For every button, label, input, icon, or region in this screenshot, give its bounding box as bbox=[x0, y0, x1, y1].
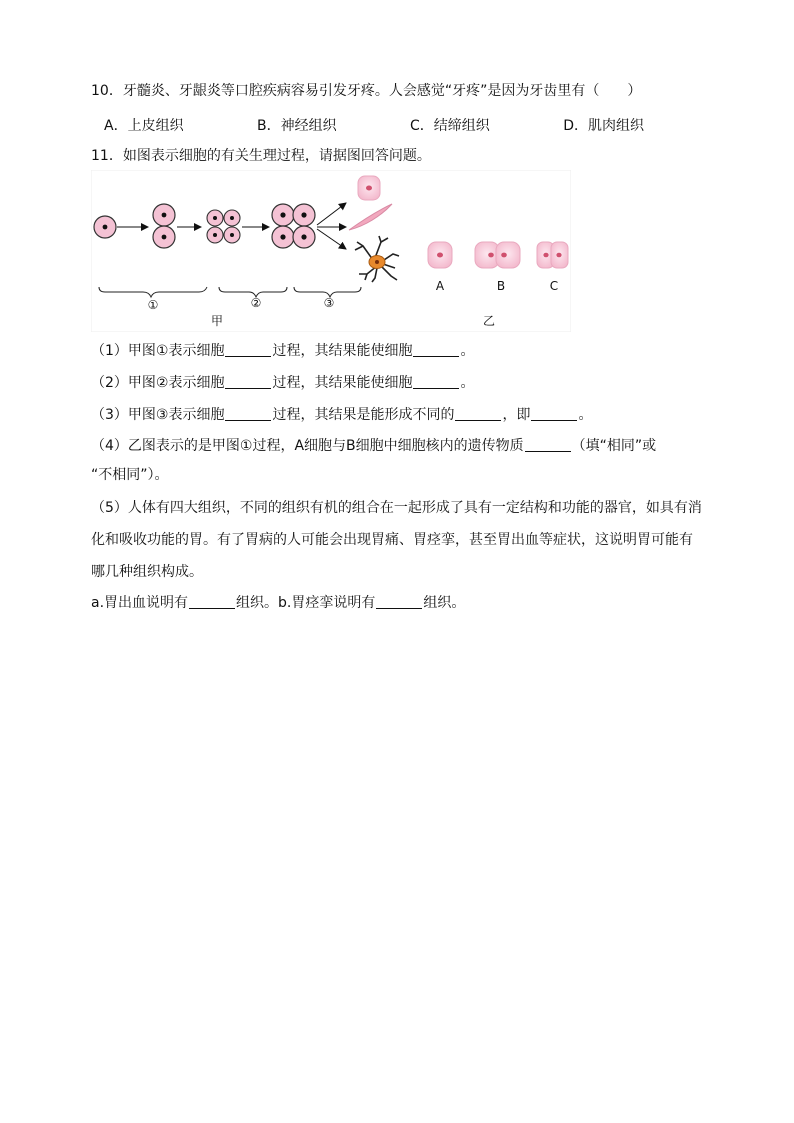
q11-part-3: （3）甲图③表示细胞 过程，其结果是能形成不同的 ，即 。 bbox=[91, 407, 593, 423]
q11-part-5-line1: （5）人体有四大组织，不同的组织有机的组合在一起形成了具有一定结构和功能的器官，如具有消 bbox=[91, 500, 702, 516]
q10-option-a[interactable]: A．上皮组织 bbox=[104, 118, 184, 134]
answer-blank[interactable] bbox=[376, 594, 422, 609]
cell-label-b: B bbox=[496, 279, 506, 293]
epithelial-cell-image bbox=[358, 176, 380, 200]
step-label-2: ② bbox=[250, 296, 262, 310]
cell-single bbox=[94, 216, 116, 238]
cell-process-figure bbox=[91, 170, 571, 332]
q11-stem: 11．如图表示细胞的有关生理过程，请据图回答问题。 bbox=[91, 148, 431, 164]
cell-b-image bbox=[475, 242, 520, 268]
answer-blank[interactable] bbox=[225, 374, 271, 389]
q11-part-5-line3: 哪几种组织构成。 bbox=[91, 564, 203, 580]
q11-part-1: （1）甲图①表示细胞 过程，其结果能使细胞 。 bbox=[91, 343, 475, 359]
answer-blank[interactable] bbox=[525, 437, 571, 452]
q11-part-4-cont: “不相同”）。 bbox=[91, 467, 169, 483]
answer-blank[interactable] bbox=[413, 342, 459, 357]
figure-label-yi: 乙 bbox=[482, 314, 496, 328]
answer-blank[interactable] bbox=[189, 594, 235, 609]
answer-blank[interactable] bbox=[225, 406, 271, 421]
cell-c-image bbox=[537, 242, 568, 268]
cell-label-a: A bbox=[435, 279, 445, 293]
figure-label-jia: 甲 bbox=[210, 314, 224, 328]
q10-option-d[interactable]: D．肌肉组织 bbox=[563, 118, 644, 134]
step-label-3: ③ bbox=[323, 296, 335, 310]
step-label-1: ① bbox=[147, 298, 159, 312]
answer-blank[interactable] bbox=[413, 374, 459, 389]
q11-part-4: （4）乙图表示的是甲图①过程，A细胞与B细胞中细胞核内的遗传物质 （填“相同”或 bbox=[91, 438, 657, 454]
q11-part-5-line2: 化和吸收功能的胃。有了胃病的人可能会出现胃痛、胃痉挛，甚至胃出血等症状，这说明胃可能有 bbox=[91, 532, 693, 548]
answer-blank[interactable] bbox=[531, 406, 577, 421]
answer-blank[interactable] bbox=[225, 342, 271, 357]
q10-options bbox=[104, 115, 644, 135]
q11-part-2: （2）甲图②表示细胞 过程，其结果能使细胞 。 bbox=[91, 375, 475, 391]
q10-stem: 10．牙髓炎、牙龈炎等口腔疾病容易引发牙疼。人会感觉“牙疼”是因为牙齿里有（ ） bbox=[91, 83, 642, 99]
q10-option-b[interactable]: B．神经组织 bbox=[256, 118, 337, 134]
q10-option-c[interactable]: C．结缔组织 bbox=[410, 118, 490, 134]
q11-part-5-answers: a.胃出血说明有 组织。b.胃痉挛说明有 组织。 bbox=[91, 595, 466, 611]
cell-a-image bbox=[428, 242, 452, 268]
answer-blank[interactable] bbox=[455, 406, 501, 421]
cell-label-c: C bbox=[549, 279, 559, 293]
